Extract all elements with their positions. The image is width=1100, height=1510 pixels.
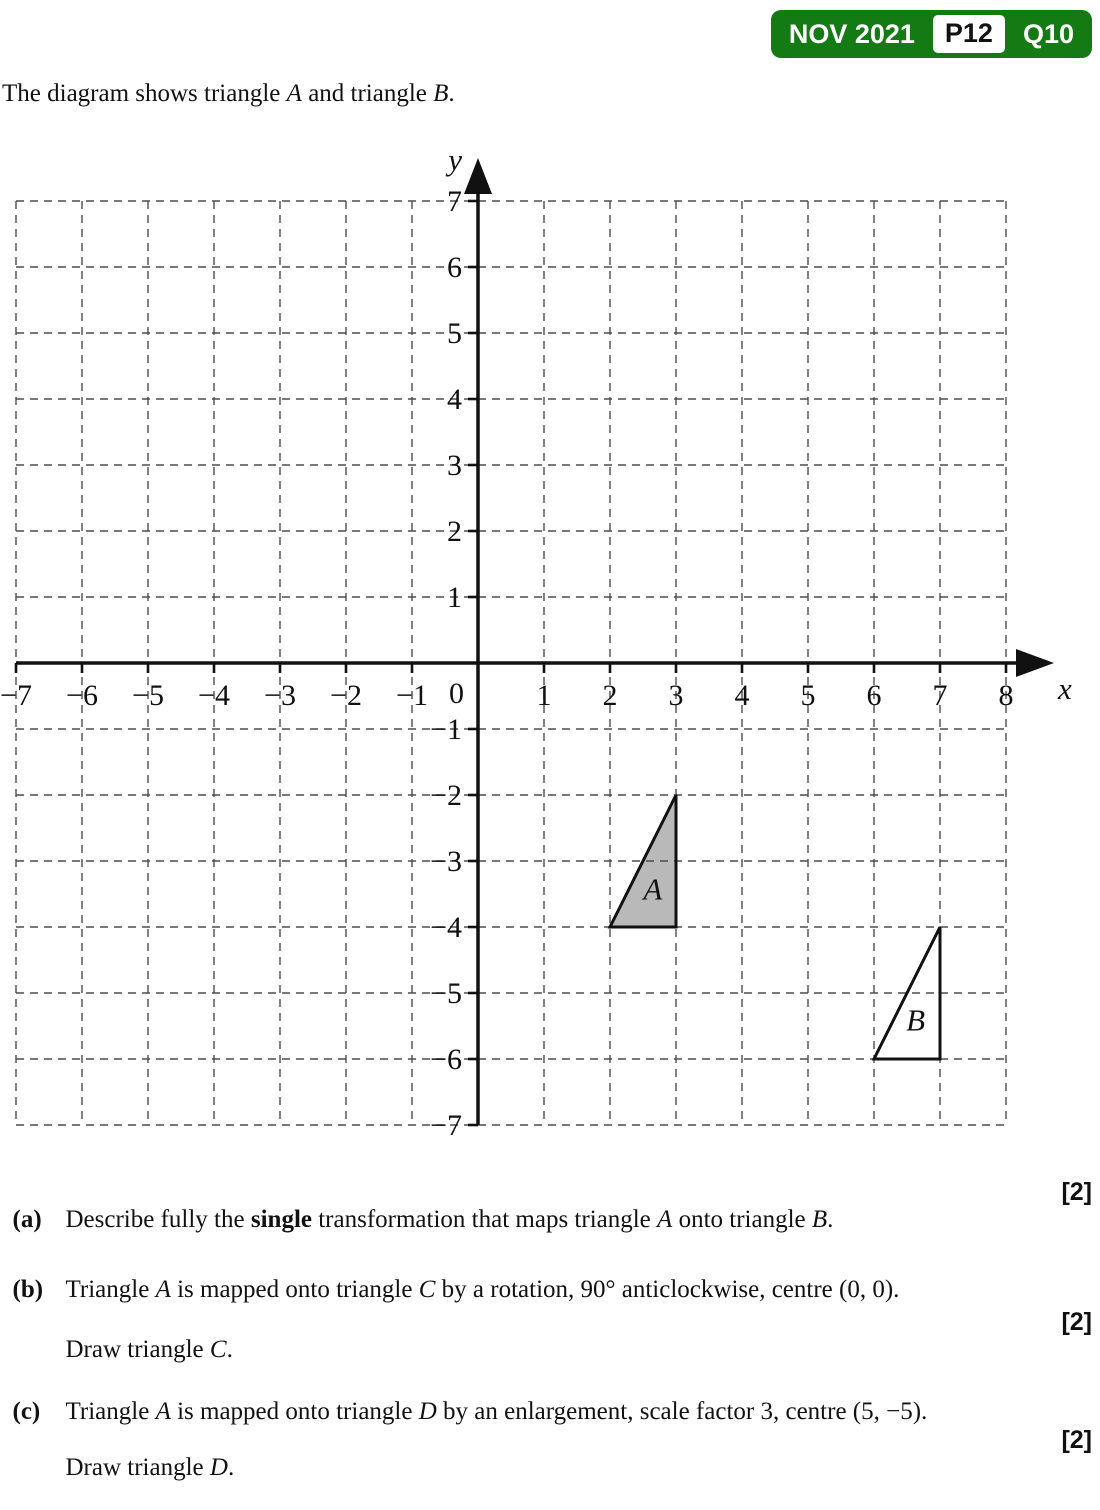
question-b-marks: [2] xyxy=(1061,1308,1092,1336)
text-run: . xyxy=(227,1454,235,1481)
y-axis-arrow xyxy=(464,158,492,194)
question-c-draw-row xyxy=(0,1426,1092,1510)
coordinate-grid xyxy=(0,140,1100,1150)
question-a-marks: [2] xyxy=(1061,1178,1092,1206)
y-tick-label: 7 xyxy=(447,185,462,218)
intro-text xyxy=(2,80,455,108)
text-run: D xyxy=(418,1398,437,1425)
text-run: Triangle xyxy=(65,1398,156,1425)
text-run: B xyxy=(433,80,449,107)
question-a-label: (a) xyxy=(12,1206,42,1233)
badge-question: Q10 xyxy=(1022,18,1074,49)
x-tick-label: −5 xyxy=(132,679,164,712)
y-tick-label: 4 xyxy=(447,383,462,416)
triangle-b-label: B xyxy=(906,1002,926,1038)
text-run: . xyxy=(827,1206,834,1233)
x-tick-label: 3 xyxy=(668,679,684,712)
text-run: is mapped onto triangle xyxy=(170,1276,419,1303)
text-run: and triangle xyxy=(301,80,434,107)
text-run: single xyxy=(250,1206,312,1233)
x-axis-arrow xyxy=(1016,649,1054,677)
text-run: B xyxy=(811,1206,828,1233)
y-tick-label: 5 xyxy=(447,317,462,350)
x-tick-label: 4 xyxy=(734,679,750,712)
text-run: A xyxy=(155,1276,171,1303)
question-b-label: (b) xyxy=(12,1276,44,1303)
text-run: A xyxy=(657,1206,673,1233)
exam-badge xyxy=(771,10,1092,58)
x-tick-label: 6 xyxy=(866,679,882,712)
y-tick-label: −6 xyxy=(430,1043,462,1076)
text-run: C xyxy=(418,1276,436,1303)
badge-paper: P12 xyxy=(933,15,1005,53)
question-b-draw-text xyxy=(66,1336,233,1363)
y-tick-label: −4 xyxy=(430,911,462,944)
text-run: is mapped onto triangle xyxy=(170,1398,419,1425)
text-run: by a rotation, 90° anticlockwise, centre (0, 0). xyxy=(435,1276,900,1303)
x-tick-label: −2 xyxy=(330,679,362,712)
badge-session: NOV 2021 xyxy=(788,18,915,49)
y-tick-label: −5 xyxy=(430,977,462,1010)
question-b-text xyxy=(66,1276,900,1303)
x-tick-label: 1 xyxy=(536,679,552,712)
y-axis-label: y xyxy=(448,142,462,177)
text-run: Draw triangle xyxy=(65,1336,210,1363)
text-run: D xyxy=(209,1454,228,1481)
text-run: . xyxy=(226,1336,233,1363)
text-run: Triangle xyxy=(65,1276,156,1303)
x-tick-label: −7 xyxy=(0,679,32,712)
y-tick-label: −1 xyxy=(430,713,462,746)
question-a-text xyxy=(66,1206,834,1233)
y-tick-label: −2 xyxy=(430,779,462,812)
text-run: The diagram shows triangle xyxy=(2,80,287,107)
text-run: by an enlargement, scale factor 3, centre (5, −5). xyxy=(436,1398,928,1425)
question-c-marks: [2] xyxy=(1061,1426,1092,1454)
question-c-label: (c) xyxy=(12,1398,41,1425)
text-run: Draw triangle xyxy=(65,1454,210,1481)
x-tick-label: 7 xyxy=(932,679,948,712)
y-tick-label: 2 xyxy=(447,515,462,548)
x-tick-label: −1 xyxy=(396,679,428,712)
y-tick-label: 1 xyxy=(447,581,462,614)
x-tick-label: 5 xyxy=(800,679,816,712)
y-tick-label: −3 xyxy=(430,845,462,878)
text-run: A xyxy=(286,80,302,107)
text-run: transformation that maps triangle xyxy=(311,1206,658,1233)
text-run: . xyxy=(448,80,455,107)
x-axis-label: x xyxy=(1058,671,1072,706)
question-b-row xyxy=(0,1248,1092,1304)
y-tick-label: −7 xyxy=(430,1109,462,1142)
text-run: A xyxy=(155,1398,171,1425)
text-run: Describe fully the xyxy=(65,1206,251,1233)
y-tick-label: 6 xyxy=(447,251,462,284)
question-c-row xyxy=(0,1370,1092,1426)
x-tick-label: 2 xyxy=(602,679,618,712)
question-c-text xyxy=(66,1398,928,1425)
text-run: onto triangle xyxy=(672,1206,812,1233)
x-tick-label: 8 xyxy=(998,679,1014,712)
x-tick-label: −4 xyxy=(198,679,230,712)
x-tick-label: −3 xyxy=(264,679,296,712)
text-run: C xyxy=(209,1336,227,1363)
question-c-draw-text xyxy=(66,1454,235,1481)
origin-label: 0 xyxy=(449,677,464,710)
y-tick-label: 3 xyxy=(447,449,462,482)
triangle-a-label: A xyxy=(643,871,663,907)
x-tick-label: −6 xyxy=(66,679,98,712)
